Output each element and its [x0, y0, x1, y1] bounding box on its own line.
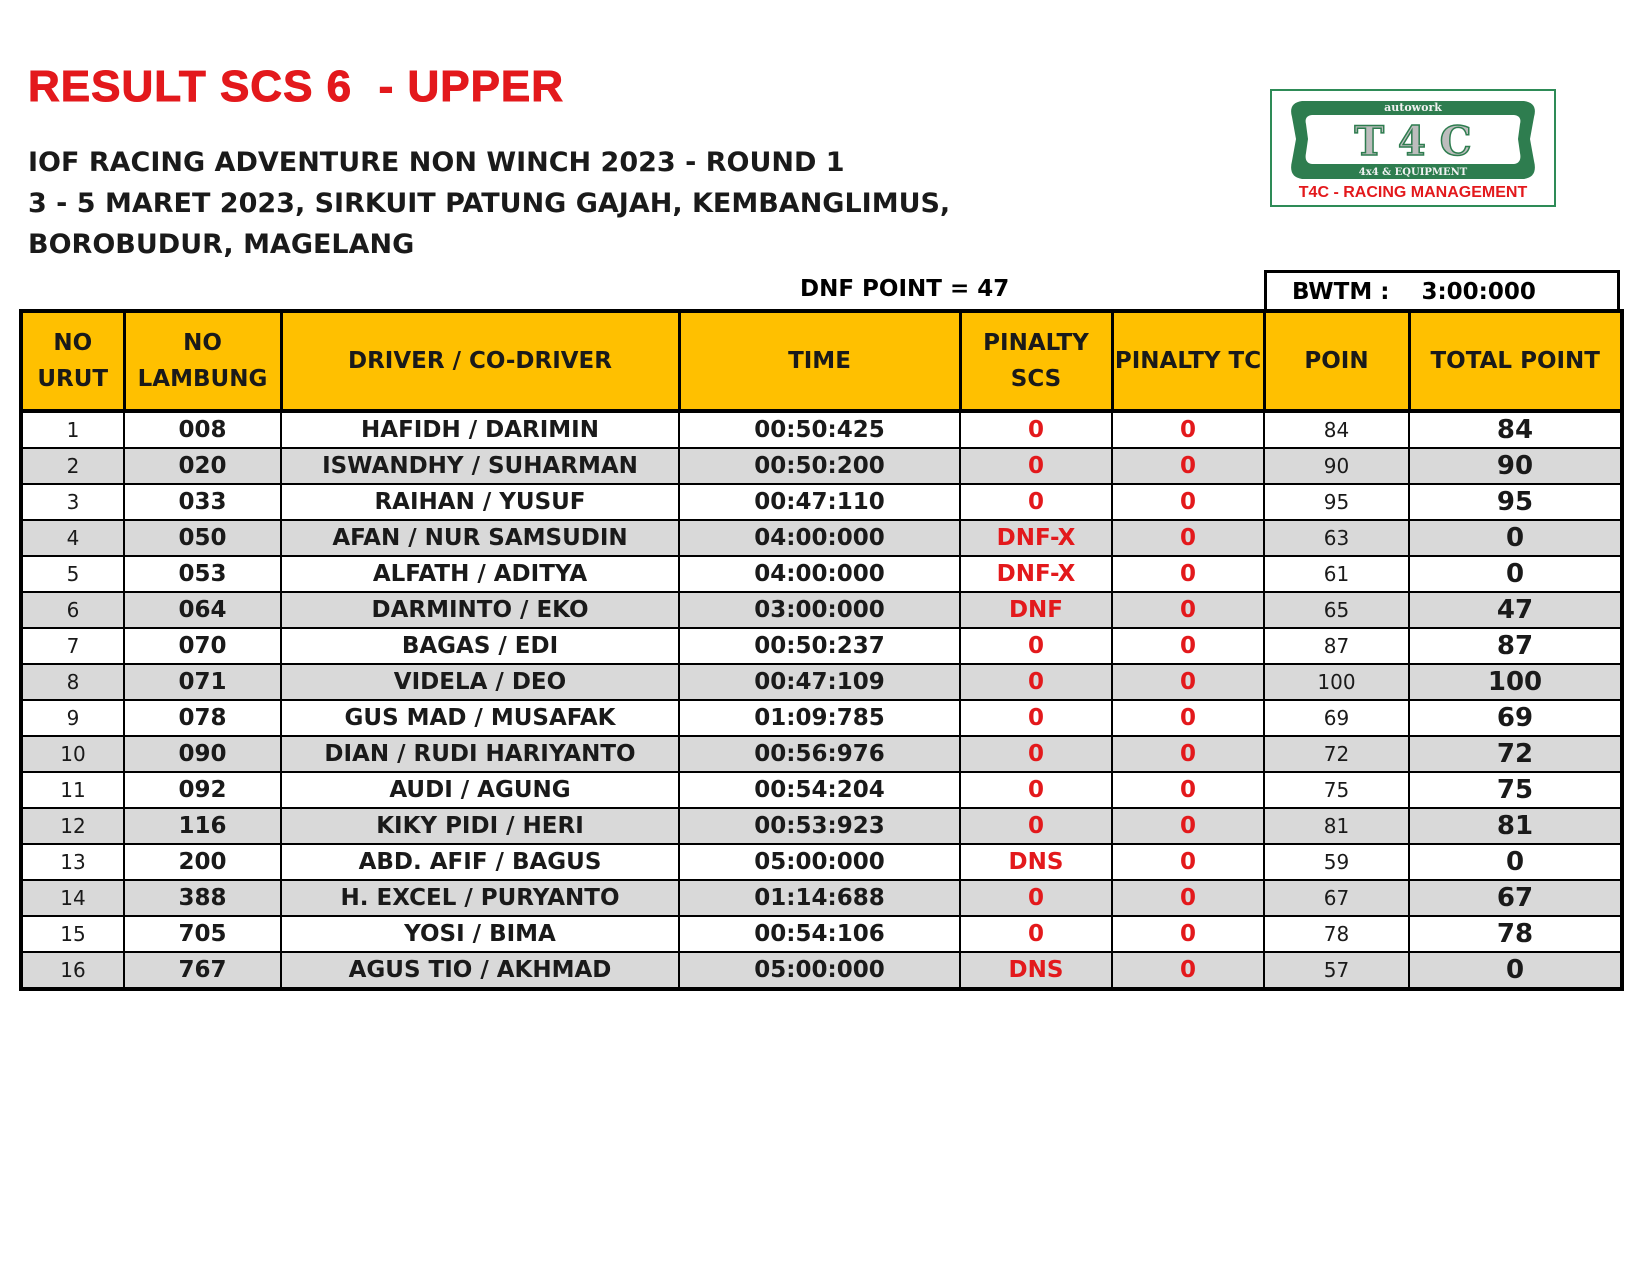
- cell-pinalty-scs: 0: [960, 736, 1112, 772]
- cell-pinalty-tc: 0: [1112, 772, 1264, 808]
- cell-pinalty-scs: 0: [960, 628, 1112, 664]
- cell-pinalty-tc: 0: [1112, 736, 1264, 772]
- cell-poin: 87: [1264, 628, 1409, 664]
- cell-no-lambung: 200: [124, 844, 281, 880]
- cell-pinalty-tc: 0: [1112, 592, 1264, 628]
- cell-time: 00:47:109: [679, 664, 960, 700]
- cell-time: 01:14:688: [679, 880, 960, 916]
- cell-driver: AUDI / AGUNG: [281, 772, 679, 808]
- cell-total-point: 95: [1409, 484, 1622, 520]
- cell-no-lambung: 050: [124, 520, 281, 556]
- cell-pinalty-scs: 0: [960, 411, 1112, 448]
- cell-poin: 95: [1264, 484, 1409, 520]
- cell-pinalty-scs: DNS: [960, 952, 1112, 989]
- header-row: [21, 311, 1622, 411]
- cell-total-point: 72: [1409, 736, 1622, 772]
- cell-time: 04:00:000: [679, 520, 960, 556]
- header-no-lambung: NO LAMBUNG: [124, 311, 281, 411]
- cell-total-point: 75: [1409, 772, 1622, 808]
- cell-no-lambung: 033: [124, 484, 281, 520]
- cell-pinalty-tc: 0: [1112, 808, 1264, 844]
- cell-pinalty-tc: 0: [1112, 700, 1264, 736]
- cell-time: 00:50:425: [679, 411, 960, 448]
- results-table: [19, 309, 1624, 991]
- cell-no-lambung: 767: [124, 952, 281, 989]
- cell-no-lambung: 020: [124, 448, 281, 484]
- cell-driver: AGUS TIO / AKHMAD: [281, 952, 679, 989]
- cell-no-lambung: 070: [124, 628, 281, 664]
- logo-caption: T4C - RACING MANAGEMENT: [1298, 184, 1528, 201]
- cell-no-urut: 12: [21, 808, 124, 844]
- cell-total-point: 0: [1409, 844, 1622, 880]
- cell-no-urut: 2: [21, 448, 124, 484]
- table-row: [21, 592, 1622, 628]
- header-poin: POIN: [1264, 311, 1409, 411]
- cell-poin: 90: [1264, 448, 1409, 484]
- cell-no-urut: 15: [21, 916, 124, 952]
- cell-pinalty-scs: 0: [960, 664, 1112, 700]
- cell-pinalty-scs: DNF-X: [960, 520, 1112, 556]
- cell-poin: 63: [1264, 520, 1409, 556]
- cell-poin: 65: [1264, 592, 1409, 628]
- cell-driver: YOSI / BIMA: [281, 916, 679, 952]
- header-total-point: TOTAL POINT: [1409, 311, 1622, 411]
- table-row: [21, 700, 1622, 736]
- cell-poin: 75: [1264, 772, 1409, 808]
- cell-total-point: 69: [1409, 700, 1622, 736]
- t4c-logo: [1270, 89, 1556, 207]
- cell-pinalty-tc: 0: [1112, 952, 1264, 989]
- cell-pinalty-tc: 0: [1112, 411, 1264, 448]
- cell-no-lambung: 388: [124, 880, 281, 916]
- cell-no-lambung: 008: [124, 411, 281, 448]
- cell-no-urut: 3: [21, 484, 124, 520]
- cell-driver: H. EXCEL / PURYANTO: [281, 880, 679, 916]
- cell-no-urut: 8: [21, 664, 124, 700]
- table-row: [21, 880, 1622, 916]
- cell-total-point: 67: [1409, 880, 1622, 916]
- cell-no-lambung: 092: [124, 772, 281, 808]
- table-row: [21, 448, 1622, 484]
- table-row: [21, 628, 1622, 664]
- cell-time: 03:00:000: [679, 592, 960, 628]
- cell-total-point: 47: [1409, 592, 1622, 628]
- cell-driver: BAGAS / EDI: [281, 628, 679, 664]
- cell-pinalty-tc: 0: [1112, 556, 1264, 592]
- svg-text:4x4 & EQUIPMENT: 4x4 & EQUIPMENT: [1358, 167, 1468, 178]
- table-row: [21, 520, 1622, 556]
- cell-driver: DARMINTO / EKO: [281, 592, 679, 628]
- cell-poin: 57: [1264, 952, 1409, 989]
- cell-no-lambung: 071: [124, 664, 281, 700]
- cell-time: 00:54:204: [679, 772, 960, 808]
- cell-poin: 78: [1264, 916, 1409, 952]
- table-row: [21, 916, 1622, 952]
- cell-poin: 69: [1264, 700, 1409, 736]
- cell-no-lambung: 090: [124, 736, 281, 772]
- cell-poin: 84: [1264, 411, 1409, 448]
- cell-total-point: 84: [1409, 411, 1622, 448]
- cell-pinalty-tc: 0: [1112, 520, 1264, 556]
- cell-no-lambung: 116: [124, 808, 281, 844]
- cell-no-urut: 16: [21, 952, 124, 989]
- cell-total-point: 0: [1409, 952, 1622, 989]
- table-row: [21, 808, 1622, 844]
- cell-no-lambung: 705: [124, 916, 281, 952]
- cell-total-point: 81: [1409, 808, 1622, 844]
- table-row: [21, 736, 1622, 772]
- cell-pinalty-scs: 0: [960, 484, 1112, 520]
- cell-pinalty-scs: DNF: [960, 592, 1112, 628]
- cell-no-lambung: 064: [124, 592, 281, 628]
- cell-no-lambung: 053: [124, 556, 281, 592]
- cell-driver: ALFATH / ADITYA: [281, 556, 679, 592]
- cell-total-point: 0: [1409, 556, 1622, 592]
- cell-no-urut: 5: [21, 556, 124, 592]
- header-time: TIME: [679, 311, 960, 411]
- cell-driver: RAIHAN / YUSUF: [281, 484, 679, 520]
- cell-time: 05:00:000: [679, 844, 960, 880]
- header-no-urut: NO URUT: [21, 311, 124, 411]
- event-location: BOROBUDUR, MAGELANG: [28, 229, 415, 260]
- cell-no-urut: 14: [21, 880, 124, 916]
- dnf-point-label: DNF POINT = 47: [800, 276, 1010, 302]
- cell-pinalty-scs: DNF-X: [960, 556, 1112, 592]
- cell-no-urut: 13: [21, 844, 124, 880]
- cell-driver: VIDELA / DEO: [281, 664, 679, 700]
- cell-time: 00:50:200: [679, 448, 960, 484]
- cell-no-urut: 10: [21, 736, 124, 772]
- cell-poin: 81: [1264, 808, 1409, 844]
- event-name: IOF RACING ADVENTURE NON WINCH 2023 - ROUND 1: [28, 147, 845, 178]
- svg-text:T 4 C: T 4 C: [1354, 118, 1472, 165]
- cell-pinalty-scs: DNS: [960, 844, 1112, 880]
- cell-driver: HAFIDH / DARIMIN: [281, 411, 679, 448]
- cell-total-point: 87: [1409, 628, 1622, 664]
- cell-time: 00:53:923: [679, 808, 960, 844]
- table-row: [21, 411, 1622, 448]
- cell-time: 00:54:106: [679, 916, 960, 952]
- header-pinalty-tc: PINALTY TC: [1112, 311, 1264, 411]
- cell-pinalty-scs: 0: [960, 448, 1112, 484]
- cell-pinalty-tc: 0: [1112, 484, 1264, 520]
- table-row: [21, 844, 1622, 880]
- header-pinalty-scs: PINALTY SCS: [960, 311, 1112, 411]
- cell-time: 00:56:976: [679, 736, 960, 772]
- cell-no-urut: 4: [21, 520, 124, 556]
- cell-total-point: 100: [1409, 664, 1622, 700]
- cell-pinalty-tc: 0: [1112, 880, 1264, 916]
- cell-time: 05:00:000: [679, 952, 960, 989]
- bwtm-label: BWTM : 3:00:000: [1264, 270, 1620, 310]
- cell-no-urut: 9: [21, 700, 124, 736]
- cell-driver: ISWANDHY / SUHARMAN: [281, 448, 679, 484]
- cell-pinalty-tc: 0: [1112, 664, 1264, 700]
- cell-driver: GUS MAD / MUSAFAK: [281, 700, 679, 736]
- page-title: RESULT SCS 6 - UPPER: [28, 62, 565, 111]
- cell-pinalty-scs: 0: [960, 916, 1112, 952]
- table-row: [21, 664, 1622, 700]
- cell-total-point: 78: [1409, 916, 1622, 952]
- cell-poin: 100: [1264, 664, 1409, 700]
- cell-driver: DIAN / RUDI HARIYANTO: [281, 736, 679, 772]
- cell-time: 00:50:237: [679, 628, 960, 664]
- cell-pinalty-scs: 0: [960, 808, 1112, 844]
- cell-time: 04:00:000: [679, 556, 960, 592]
- cell-no-urut: 11: [21, 772, 124, 808]
- cell-driver: AFAN / NUR SAMSUDIN: [281, 520, 679, 556]
- cell-no-urut: 1: [21, 411, 124, 448]
- cell-driver: KIKY PIDI / HERI: [281, 808, 679, 844]
- cell-pinalty-tc: 0: [1112, 844, 1264, 880]
- cell-time: 00:47:110: [679, 484, 960, 520]
- table-row: [21, 556, 1622, 592]
- table-row: [21, 952, 1622, 989]
- cell-pinalty-tc: 0: [1112, 448, 1264, 484]
- cell-driver: ABD. AFIF / BAGUS: [281, 844, 679, 880]
- event-date-venue: 3 - 5 MARET 2023, SIRKUIT PATUNG GAJAH, KEMBANGLIMUS,: [28, 188, 951, 219]
- cell-pinalty-scs: 0: [960, 880, 1112, 916]
- cell-pinalty-tc: 0: [1112, 916, 1264, 952]
- cell-pinalty-tc: 0: [1112, 628, 1264, 664]
- table-row: [21, 484, 1622, 520]
- cell-no-lambung: 078: [124, 700, 281, 736]
- cell-total-point: 90: [1409, 448, 1622, 484]
- header-driver: DRIVER / CO-DRIVER: [281, 311, 679, 411]
- cell-pinalty-scs: 0: [960, 700, 1112, 736]
- cell-time: 01:09:785: [679, 700, 960, 736]
- cell-no-urut: 7: [21, 628, 124, 664]
- cell-no-urut: 6: [21, 592, 124, 628]
- cell-poin: 61: [1264, 556, 1409, 592]
- table-row: [21, 772, 1622, 808]
- cell-poin: 72: [1264, 736, 1409, 772]
- cell-total-point: 0: [1409, 520, 1622, 556]
- cell-poin: 67: [1264, 880, 1409, 916]
- cell-pinalty-scs: 0: [960, 772, 1112, 808]
- cell-poin: 59: [1264, 844, 1409, 880]
- svg-text:autowork: autowork: [1384, 101, 1442, 114]
